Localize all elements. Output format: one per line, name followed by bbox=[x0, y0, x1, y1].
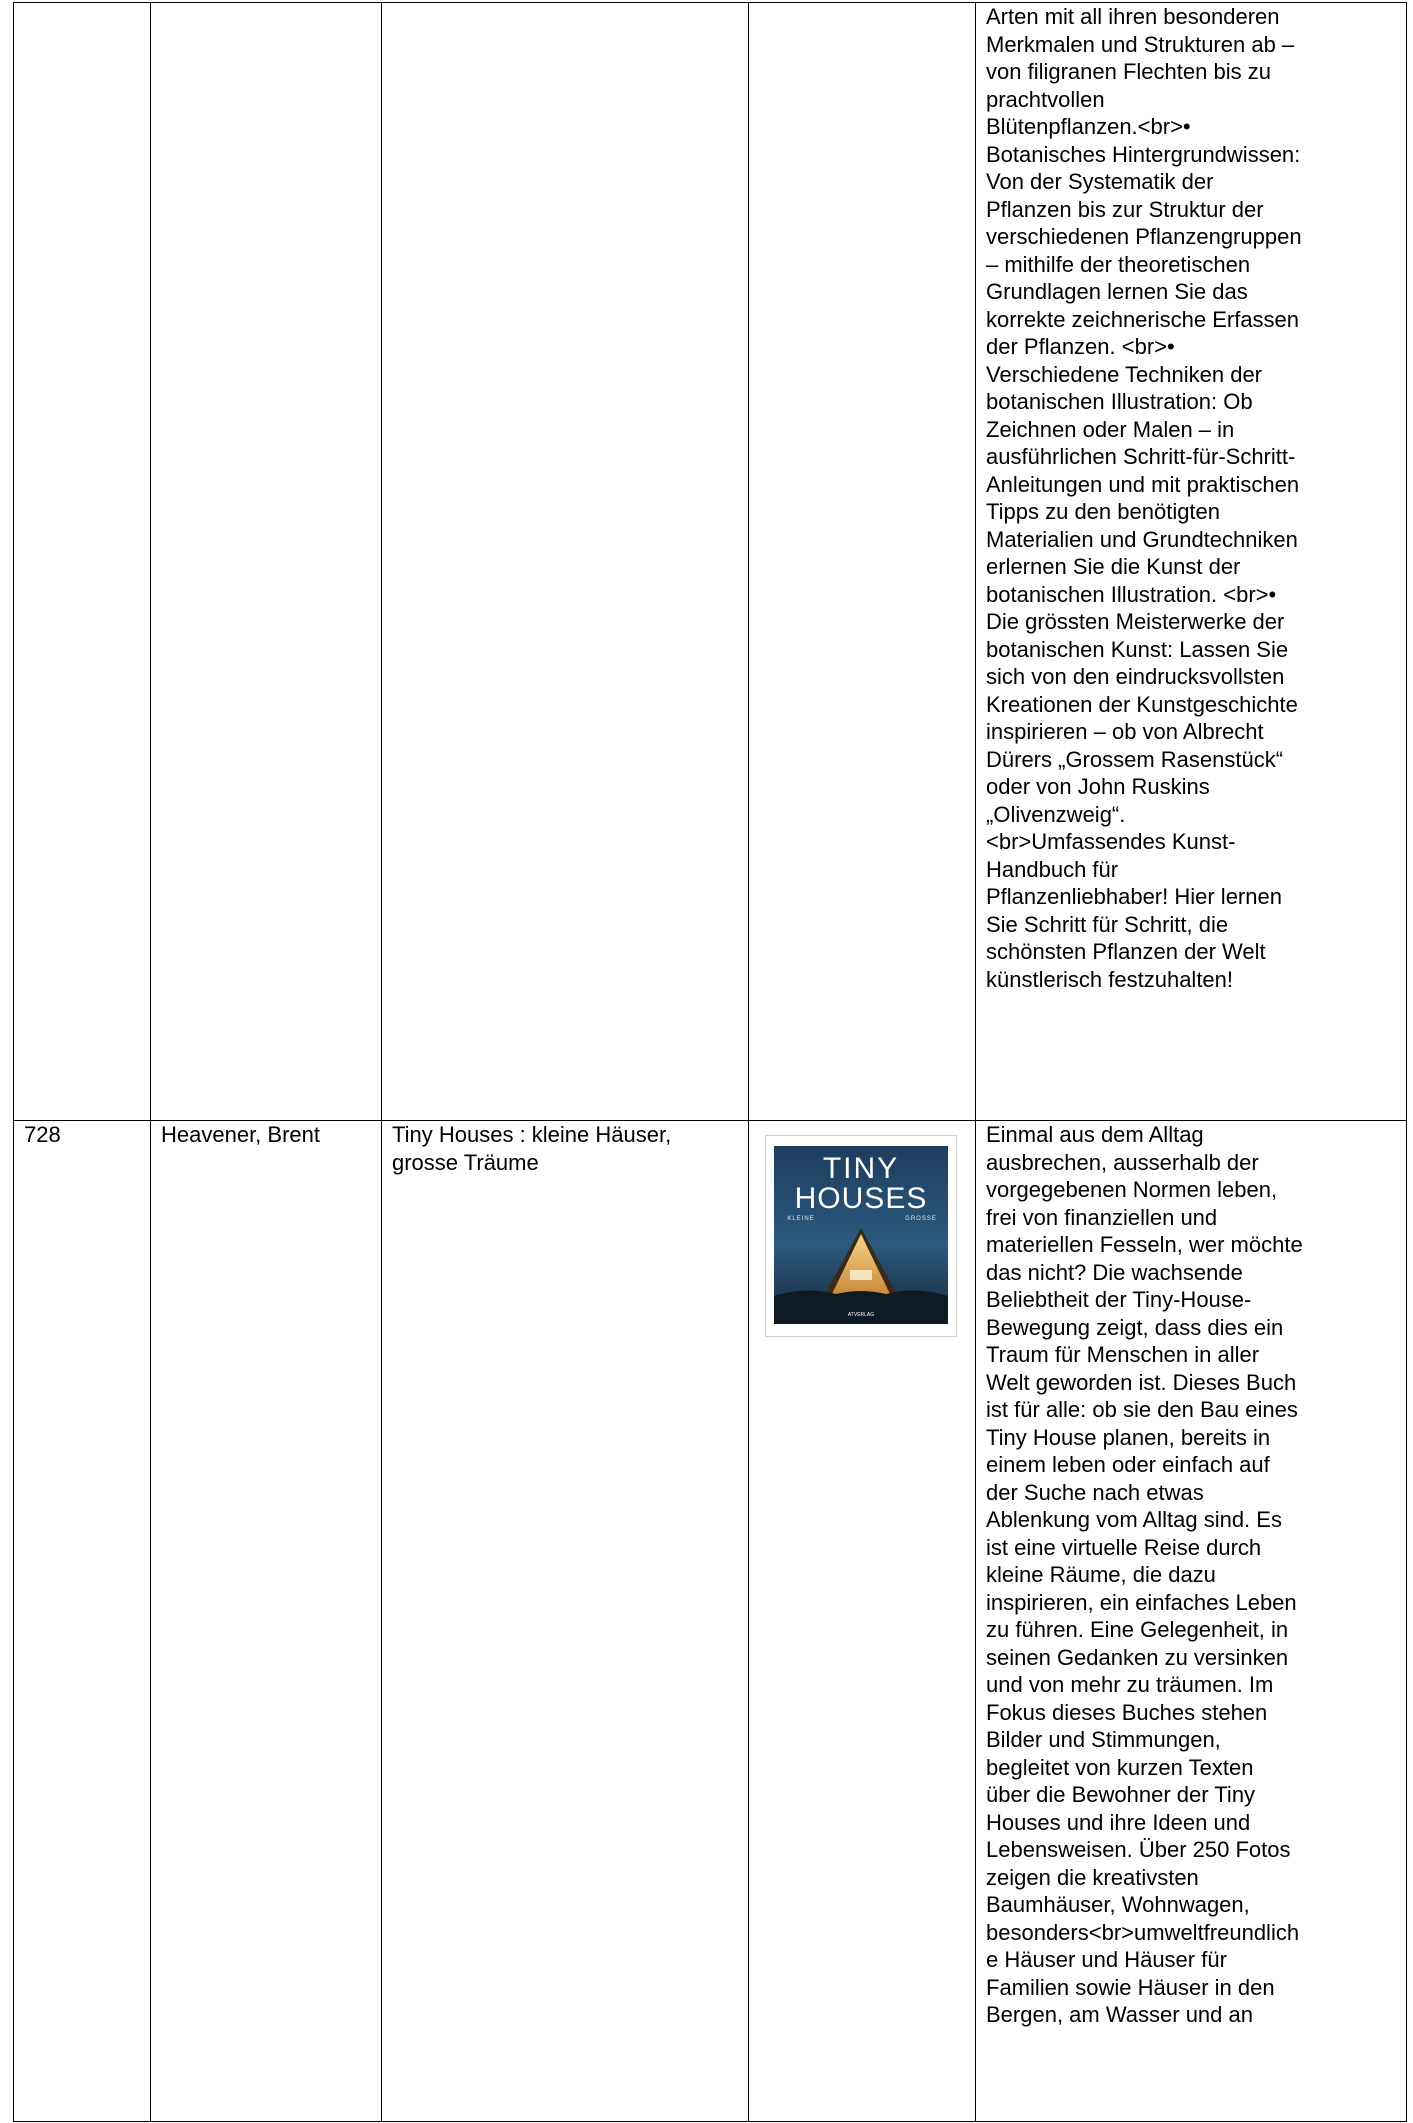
number-cell: 728 bbox=[14, 1121, 151, 2122]
author-cell bbox=[151, 3, 382, 1121]
cover-publisher: ATVERLAG bbox=[847, 1312, 875, 1318]
author-cell: Heavener, Brent bbox=[151, 1121, 382, 2122]
cover-cell bbox=[749, 1121, 976, 2122]
svg-text:·: · bbox=[860, 1146, 862, 1150]
title-cell bbox=[382, 3, 749, 1121]
title-cell: Tiny Houses : kleine Häuser, grosse Träume bbox=[382, 1121, 749, 2122]
catalog-table bbox=[13, 2, 1407, 2122]
table-row bbox=[14, 1121, 1407, 2122]
cover-title-line1: TINY bbox=[822, 1152, 900, 1185]
description-cell: Einmal aus dem Alltag ausbrechen, ausserhalb der vorgegebenen Normen leben, frei von finanziellen und materiellen Fesseln, wer möchte das nicht? Die wachsende Beliebtheit der Tiny-House- Bewegung zeigt, dass dies ein Traum für Menschen in aller Welt geworden ist. Dieses Buch ist für alle: ob sie den Bau eines Tiny House planen, bereits in einem leben oder einfach auf der Suche nach etwas Ablenkung vom Alltag sind. Es ist eine virtuelle Reise durch kleine Räume, die dazu inspirieren, ein einfaches Leben zu führen. Eine Gelegenheit, in seinen Gedanken zu versinken und von mehr zu träumen. Im Fokus dieses Buches stehen Bilder und Stimmungen, begleitet von kurzen Texten über die Bewohner der Tiny Houses und ihre Ideen und Lebensweisen. Über 250 Fotos zeigen die kreativsten Baumhäuser, Wohnwagen, besonders<br>umweltfreundlich e Häuser und Häuser für Familien sowie Häuser in den Bergen, am Wasser und an bbox=[976, 1121, 1407, 2122]
cover-subtitle-right: GROSSE bbox=[905, 1216, 937, 1222]
description-cell: Arten mit all ihren besonderen Merkmalen und Strukturen ab – von filigranen Flechten bis zu prachtvollen Blütenpflanzen.<br>• Botanisches Hintergrundwissen: Von der Systematik der Pflanzen bis zur Struktur der verschiedenen Pflanzengruppen – mithilfe der theoretischen Grundlagen lernen Sie das korrekte zeichnerische Erfassen der Pflanzen. <br>• Verschiedene Techniken der botanischen Illustration: Ob Zeichnen oder Malen – in ausführlichen Schritt-für-Schritt- Anleitungen und mit praktischen Tipps zu den benötigten Materialien und Grundtechniken erlernen Sie die Kunst der botanischen Illustration. <br>• Die grössten Meisterwerke der botanischen Kunst: Lassen Sie sich von den eindrucksvollsten Kreationen der Kunstgeschichte inspirieren – ob von Albrecht Dürers „Grossem Rasenstück“ oder von John Ruskins „Olivenzweig“. <br>Umfassendes Kunst- Handbuch für Pflanzenliebhaber! Hier lernen Sie Schritt für Schritt, die schönsten Pflanzen der Welt künstlerisch festzuhalten! bbox=[976, 3, 1407, 1121]
number-cell bbox=[14, 3, 151, 1121]
cover-title-line2: HOUSES bbox=[794, 1182, 928, 1215]
cover-subtitle-left: KLEINE bbox=[787, 1216, 815, 1222]
book-cover-image bbox=[765, 1135, 957, 1337]
cover-cell bbox=[749, 3, 976, 1121]
table-row bbox=[14, 3, 1407, 1121]
